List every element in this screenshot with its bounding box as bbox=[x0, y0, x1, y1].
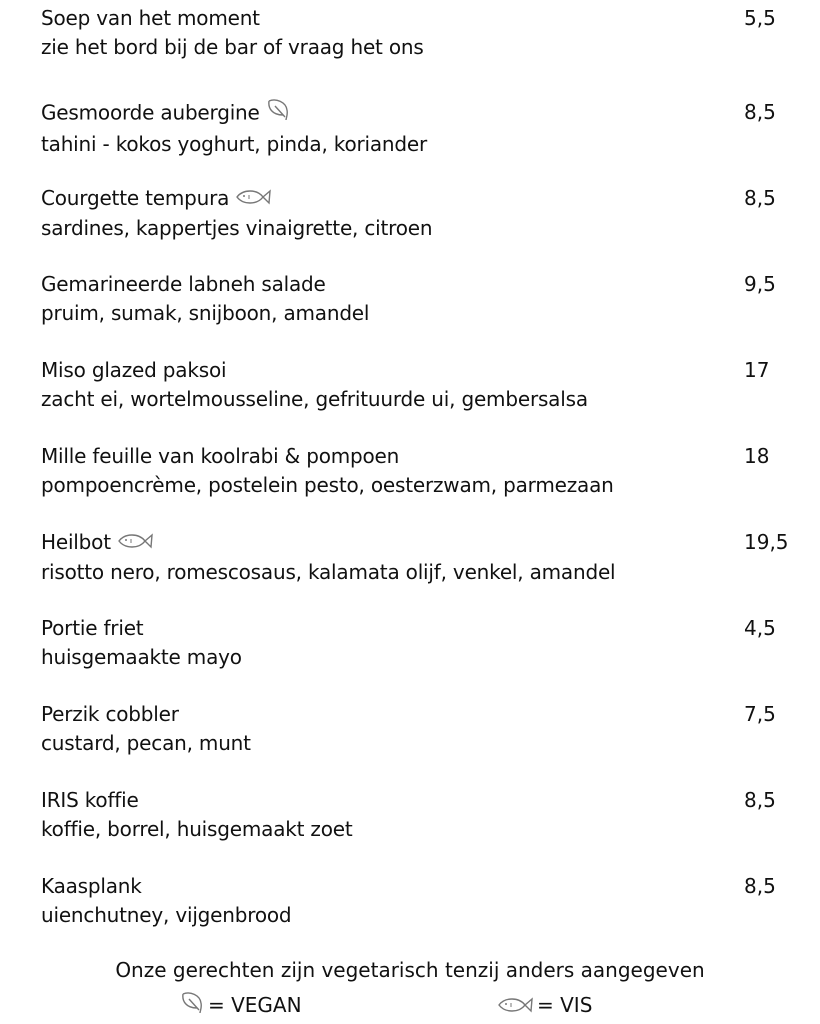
fish-icon bbox=[497, 992, 535, 1022]
item-name: IRIS koffie bbox=[41, 788, 139, 812]
item-description: tahini - kokos yoghurt, pinda, koriander bbox=[41, 132, 428, 156]
menu-item bbox=[41, 356, 811, 414]
leaf-icon bbox=[180, 991, 206, 1023]
item-name-line bbox=[41, 98, 811, 130]
legend-vegan-label: = VEGAN bbox=[208, 993, 302, 1017]
legend-fish-label: = VIS bbox=[537, 993, 593, 1017]
menu-item bbox=[41, 98, 811, 156]
item-description: koffie, borrel, huisgemaakt zoet bbox=[41, 817, 353, 841]
item-price: 19,5 bbox=[744, 530, 789, 554]
fish-icon bbox=[117, 529, 155, 558]
item-description: zacht ei, wortelmousseline, gefrituurde ui, gembersalsa bbox=[41, 387, 588, 411]
item-name-line bbox=[41, 872, 811, 901]
item-name: Courgette tempura bbox=[41, 186, 230, 210]
item-name: Portie friet bbox=[41, 616, 144, 640]
item-name-line bbox=[41, 184, 811, 214]
item-name: Kaasplank bbox=[41, 874, 142, 898]
menu-item bbox=[41, 872, 811, 930]
legend-fish bbox=[497, 990, 592, 1022]
menu-item bbox=[41, 4, 811, 62]
item-name-line bbox=[41, 442, 811, 471]
item-description: custard, pecan, munt bbox=[41, 731, 251, 755]
item-description: huisgemaakte mayo bbox=[41, 645, 242, 669]
menu-item bbox=[41, 786, 811, 844]
item-name-line bbox=[41, 528, 811, 558]
menu-item bbox=[41, 528, 811, 586]
item-name: Soep van het moment bbox=[41, 6, 260, 30]
footer-note: Onze gerechten zijn vegetarisch tenzij anders aangegeven bbox=[115, 958, 705, 982]
item-name-line bbox=[41, 270, 811, 299]
item-name: Gesmoorde aubergine bbox=[41, 100, 260, 125]
item-price: 8,5 bbox=[744, 186, 776, 210]
menu-item bbox=[41, 614, 811, 672]
item-name-line bbox=[41, 700, 811, 729]
menu-item bbox=[41, 700, 811, 758]
legend-vegan bbox=[180, 990, 302, 1023]
item-price: 9,5 bbox=[744, 272, 776, 296]
menu-item bbox=[41, 270, 811, 328]
item-name-line bbox=[41, 4, 811, 33]
item-name: Perzik cobbler bbox=[41, 702, 179, 726]
item-description: zie het bord bij de bar of vraag het ons bbox=[41, 35, 424, 59]
item-name: Miso glazed paksoi bbox=[41, 358, 227, 382]
item-name-line bbox=[41, 614, 811, 643]
item-name: Gemarineerde labneh salade bbox=[41, 272, 326, 296]
item-description: uienchutney, vijgenbrood bbox=[41, 903, 292, 927]
item-description: risotto nero, romescosaus, kalamata olijf, venkel, amandel bbox=[41, 560, 616, 584]
item-price: 7,5 bbox=[744, 702, 776, 726]
item-price: 8,5 bbox=[744, 788, 776, 812]
item-description: sardines, kappertjes vinaigrette, citroen bbox=[41, 216, 433, 240]
item-name-line bbox=[41, 356, 811, 385]
item-description: pruim, sumak, snijboon, amandel bbox=[41, 301, 370, 325]
menu-list bbox=[41, 4, 811, 958]
item-name: Mille feuille van koolrabi & pompoen bbox=[41, 444, 400, 468]
menu-item bbox=[41, 442, 811, 500]
item-price: 4,5 bbox=[744, 616, 776, 640]
menu-item bbox=[41, 184, 811, 242]
item-name-line bbox=[41, 786, 811, 815]
item-price: 17 bbox=[744, 358, 770, 382]
item-price: 5,5 bbox=[744, 6, 776, 30]
item-name: Heilbot bbox=[41, 530, 111, 554]
item-price: 8,5 bbox=[744, 100, 776, 124]
item-description: pompoencrème, postelein pesto, oesterzwam, parmezaan bbox=[41, 473, 614, 497]
leaf-icon bbox=[266, 98, 292, 130]
fish-icon bbox=[235, 185, 273, 214]
item-price: 8,5 bbox=[744, 874, 776, 898]
item-price: 18 bbox=[744, 444, 770, 468]
